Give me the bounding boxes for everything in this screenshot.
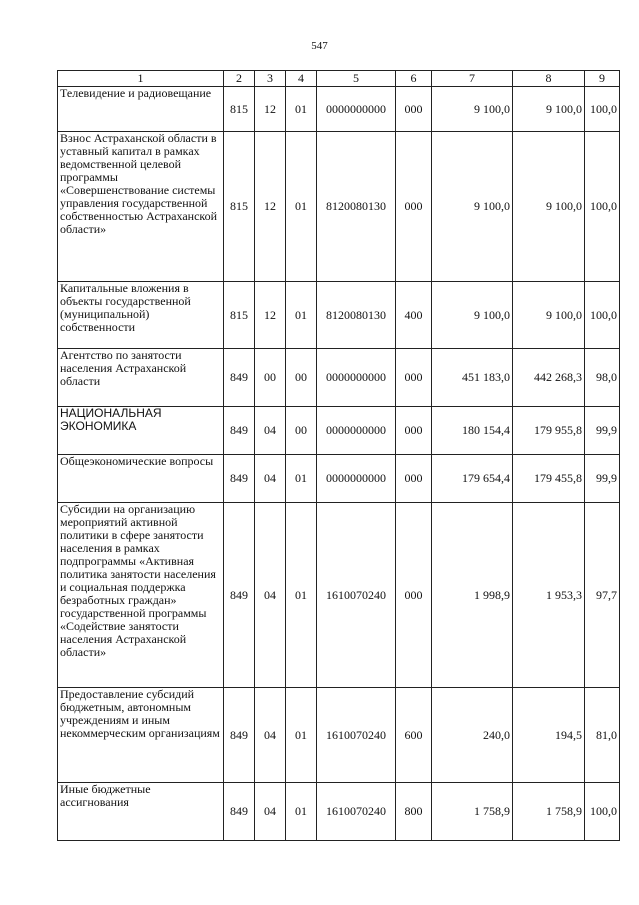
row-name: Субсидии на организацию мероприятий активной политики в сфере занятости населения в рамках подпрограммы «Активная политика занятости населения и социальная поддержка безработных граждан» государственной программы «Содействие занятости населения Астраханской области»	[58, 503, 224, 688]
expense-type-code: 000	[396, 503, 432, 688]
header-col-9: 9	[585, 71, 620, 87]
header-col-1: 1	[58, 71, 224, 87]
chapter-code: 849	[224, 455, 255, 503]
header-col-3: 3	[255, 71, 286, 87]
row-name: Иные бюджетные ассигнования	[58, 783, 224, 841]
percent-executed: 99,9	[585, 455, 620, 503]
header-col-8: 8	[513, 71, 585, 87]
section-code: 00	[255, 349, 286, 407]
target-article-code: 0000000000	[317, 455, 396, 503]
percent-executed: 100,0	[585, 783, 620, 841]
actual-amount: 179 455,8	[513, 455, 585, 503]
section-code: 04	[255, 407, 286, 455]
chapter-code: 849	[224, 349, 255, 407]
subsection-code: 01	[286, 132, 317, 282]
section-code: 04	[255, 688, 286, 783]
row-name: Агентство по занятости населения Астраханской области	[58, 349, 224, 407]
subsection-code: 01	[286, 282, 317, 349]
header-col-5: 5	[317, 71, 396, 87]
target-article-code: 0000000000	[317, 349, 396, 407]
actual-amount: 9 100,0	[513, 132, 585, 282]
target-article-code: 8120080130	[317, 282, 396, 349]
subsection-code: 01	[286, 503, 317, 688]
subsection-code: 00	[286, 349, 317, 407]
expense-type-code: 000	[396, 455, 432, 503]
percent-executed: 100,0	[585, 132, 620, 282]
table-row	[58, 688, 620, 783]
header-col-2: 2	[224, 71, 255, 87]
target-article-code: 1610070240	[317, 503, 396, 688]
chapter-code: 815	[224, 282, 255, 349]
row-name: Общеэкономические вопросы	[58, 455, 224, 503]
actual-amount: 9 100,0	[513, 87, 585, 132]
row-name: Предоставление субсидий бюджетным, автономным учреждениям и иным некоммерческим организациям	[58, 688, 224, 783]
row-name: НАЦИОНАЛЬНАЯ ЭКОНОМИКА	[58, 407, 224, 455]
planned-amount: 1 758,9	[432, 783, 513, 841]
planned-amount: 180 154,4	[432, 407, 513, 455]
table-row	[58, 783, 620, 841]
planned-amount: 9 100,0	[432, 132, 513, 282]
expense-type-code: 000	[396, 407, 432, 455]
expense-type-code: 400	[396, 282, 432, 349]
table-header-row	[58, 71, 620, 87]
section-code: 04	[255, 503, 286, 688]
percent-executed: 100,0	[585, 282, 620, 349]
planned-amount: 9 100,0	[432, 87, 513, 132]
section-code: 04	[255, 783, 286, 841]
expense-type-code: 000	[396, 349, 432, 407]
table-row	[58, 407, 620, 455]
target-article-code: 1610070240	[317, 688, 396, 783]
chapter-code: 815	[224, 132, 255, 282]
subsection-code: 01	[286, 783, 317, 841]
budget-table	[57, 70, 620, 841]
actual-amount: 1 758,9	[513, 783, 585, 841]
expense-type-code: 800	[396, 783, 432, 841]
target-article-code: 8120080130	[317, 132, 396, 282]
actual-amount: 179 955,8	[513, 407, 585, 455]
percent-executed: 100,0	[585, 87, 620, 132]
percent-executed: 97,7	[585, 503, 620, 688]
subsection-code: 01	[286, 87, 317, 132]
percent-executed: 81,0	[585, 688, 620, 783]
planned-amount: 9 100,0	[432, 282, 513, 349]
chapter-code: 849	[224, 783, 255, 841]
table-row	[58, 503, 620, 688]
actual-amount: 9 100,0	[513, 282, 585, 349]
expense-type-code: 000	[396, 132, 432, 282]
planned-amount: 451 183,0	[432, 349, 513, 407]
table-row	[58, 132, 620, 282]
header-col-4: 4	[286, 71, 317, 87]
header-col-6: 6	[396, 71, 432, 87]
subsection-code: 01	[286, 455, 317, 503]
section-code: 12	[255, 132, 286, 282]
page-number: 547	[311, 40, 328, 52]
row-name: Капитальные вложения в объекты государственной (муниципальной) собственности	[58, 282, 224, 349]
table-row	[58, 349, 620, 407]
expense-type-code: 000	[396, 87, 432, 132]
chapter-code: 849	[224, 407, 255, 455]
table-row	[58, 455, 620, 503]
row-name: Взнос Астраханской области в уставный капитал в рамках ведомственной целевой программы «Совершенствование системы управления государственной собственностью Астраханской области»	[58, 132, 224, 282]
percent-executed: 99,9	[585, 407, 620, 455]
header-col-7: 7	[432, 71, 513, 87]
target-article-code: 0000000000	[317, 407, 396, 455]
row-name: Телевидение и радиовещание	[58, 87, 224, 132]
subsection-code: 01	[286, 688, 317, 783]
planned-amount: 1 998,9	[432, 503, 513, 688]
percent-executed: 98,0	[585, 349, 620, 407]
target-article-code: 1610070240	[317, 783, 396, 841]
section-code: 04	[255, 455, 286, 503]
planned-amount: 179 654,4	[432, 455, 513, 503]
planned-amount: 240,0	[432, 688, 513, 783]
subsection-code: 00	[286, 407, 317, 455]
table-row	[58, 282, 620, 349]
target-article-code: 0000000000	[317, 87, 396, 132]
chapter-code: 849	[224, 688, 255, 783]
actual-amount: 1 953,3	[513, 503, 585, 688]
section-code: 12	[255, 282, 286, 349]
actual-amount: 194,5	[513, 688, 585, 783]
chapter-code: 815	[224, 87, 255, 132]
actual-amount: 442 268,3	[513, 349, 585, 407]
table-row	[58, 87, 620, 132]
chapter-code: 849	[224, 503, 255, 688]
expense-type-code: 600	[396, 688, 432, 783]
section-code: 12	[255, 87, 286, 132]
table-body	[58, 87, 620, 841]
